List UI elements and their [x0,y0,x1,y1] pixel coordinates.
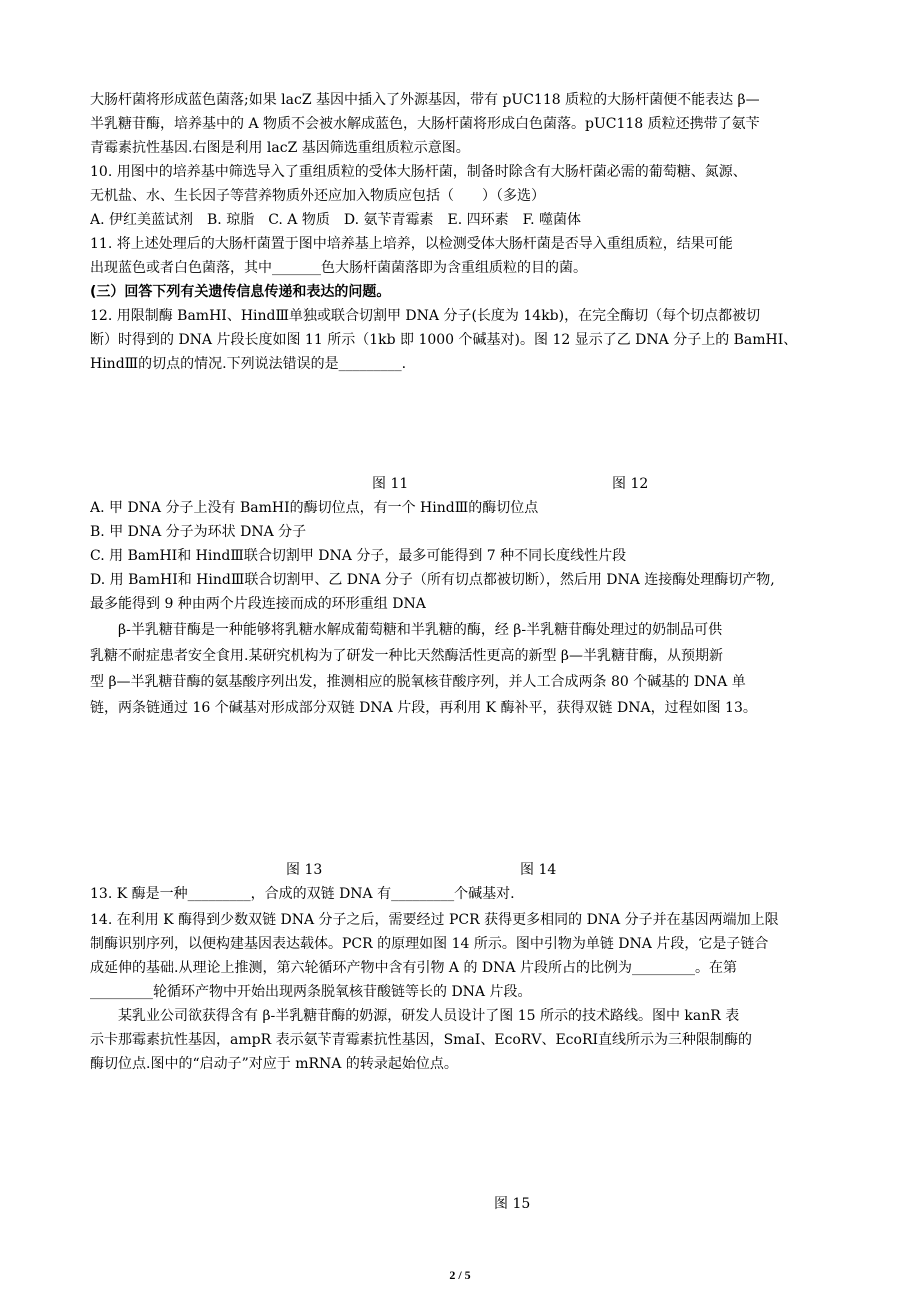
figure-11-caption: 图 11 [372,476,409,492]
text-line: 大肠杆菌将形成蓝色菌落;如果 lacZ 基因中插入了外源基因，带有 pUC118 质粒的大肠杆菌便不能表达 β— [90,92,760,108]
figure-12-caption: 图 12 [612,476,649,492]
figure-13-caption: 图 13 [286,862,323,878]
text-line: 出现蓝色或者白色菌落，其中_______色大肠杆菌菌落即为含重组质粒的目的菌。 [90,260,587,276]
figure-14-caption: 图 14 [520,862,557,878]
text-line: 半乳糖苷酶，培养基中的 A 物质不会被水解成蓝色，大肠杆菌将形成白色菌落。pUC118 质粒还携带了氨苄 [90,116,760,132]
text-line: 最多能得到 9 种由两个片段连接而成的环形重组 DNA [90,596,426,612]
text-line: 型 β—半乳糖苷酶的氨基酸序列出发，推测相应的脱氧核苷酸序列，并人工合成两条 80 个碱基的 DNA 单 [90,674,746,690]
text-line: 示卡那霉素抗性基因，ampR 表示氨苄青霉素抗性基因，SmaⅠ、EcoRⅤ、EcoRⅠ直线所示为三种限制酶的 [90,1032,753,1048]
option-a: A. 甲 DNA 分子上没有 BamHⅠ的酶切位点，有一个 HindⅢ的酶切位点 [90,500,539,516]
text-line: HindⅢ的切点的情况.下列说法错误的是_________. [90,356,407,372]
text-line: 乳糖不耐症患者安全食用.某研究机构为了研发一种比天然酶活性更高的新型 β—半乳糖苷酶，从预期新 [90,648,723,664]
text-line: 酶切位点.图中的“启动子”对应于 mRNA 的转录起始位点。 [90,1056,458,1072]
option-b: B. 甲 DNA 分子为环状 DNA 分子 [90,524,307,540]
figure-15-caption: 图 15 [494,1196,531,1212]
text-line: 链，两条链通过 16 个碱基对形成部分双链 DNA 片段，再利用 K 酶补平，获得双链 DNA，过程如图 13。 [90,700,757,716]
text-line: 青霉素抗性基因.右图是利用 lacZ 基因筛选重组质粒示意图。 [90,140,470,156]
paragraph-start: β-半乳糖苷酶是一种能够将乳糖水解成葡萄糖和半乳糖的酶，经 β-半乳糖苷酶处理过的奶制品可供 [118,622,723,638]
question-14: 14. 在利用 K 酶得到少数双链 DNA 分子之后，需要经过 PCR 获得更多相同的 DNA 分子并在基因两端加上限 [90,912,779,928]
q10-options: A. 伊红美蓝试剂 B. 琼脂 C. A 物质 D. 氨苄青霉素 E. 四环素 F. 噬菌体 [90,212,582,228]
text-line: 断）时得到的 DNA 片段长度如图 11 所示（1kb 即 1000 个碱基对)。图 12 显示了乙 DNA 分子上的 BamHⅠ、 [90,332,798,348]
text-line: 制酶识别序列，以便构建基因表达载体。PCR 的原理如图 14 所示。图中引物为单链 DNA 片段，它是子链合 [90,936,769,952]
text-line: 无机盐、水、生长因子等营养物质外还应加入物质应包括（ ）（多选） [90,188,545,204]
text-line: 成延伸的基础.从理论上推测，第六轮循环产物中含有引物 A 的 DNA 片段所占的比例为_________。在第 [90,960,737,976]
question-13: 13. K 酶是一种_________，合成的双链 DNA 有_________个碱基对. [90,886,515,902]
paragraph-start: 某乳业公司欲获得含有 β-半乳糖苷酶的奶源，研发人员设计了图 15 所示的技术路线。图中 kanR 表 [118,1008,740,1024]
text-line: _________轮循环产物中开始出现两条脱氧核苷酸链等长的 DNA 片段。 [90,984,532,1000]
question-11: 11. 将上述处理后的大肠杆菌置于图中培养基上培养，以检测受体大肠杆菌是否导入重组质粒，结果可能 [90,236,733,252]
option-c: C. 用 BamHⅠ和 HindⅢ联合切割甲 DNA 分子，最多可能得到 7 种不同长度线性片段 [90,548,627,564]
question-12: 12. 用限制酶 BamHⅠ、HindⅢ单独或联合切割甲 DNA 分子(长度为 14kb)，在完全酶切（每个切点都被切 [90,308,761,324]
option-d: D. 用 BamHⅠ和 HindⅢ联合切割甲、乙 DNA 分子（所有切点都被切断），然后用 DNA 连接酶处理酶切产物, [90,572,775,588]
section-heading: (三）回答下列有关遗传信息传递和表达的问题。 [90,284,391,300]
page-number: 2 / 5 [449,1268,471,1282]
question-10: 10. 用图中的培养基中筛选导入了重组质粒的受体大肠杆菌，制备时除含有大肠杆菌必需的葡萄糖、氮源、 [90,164,747,180]
